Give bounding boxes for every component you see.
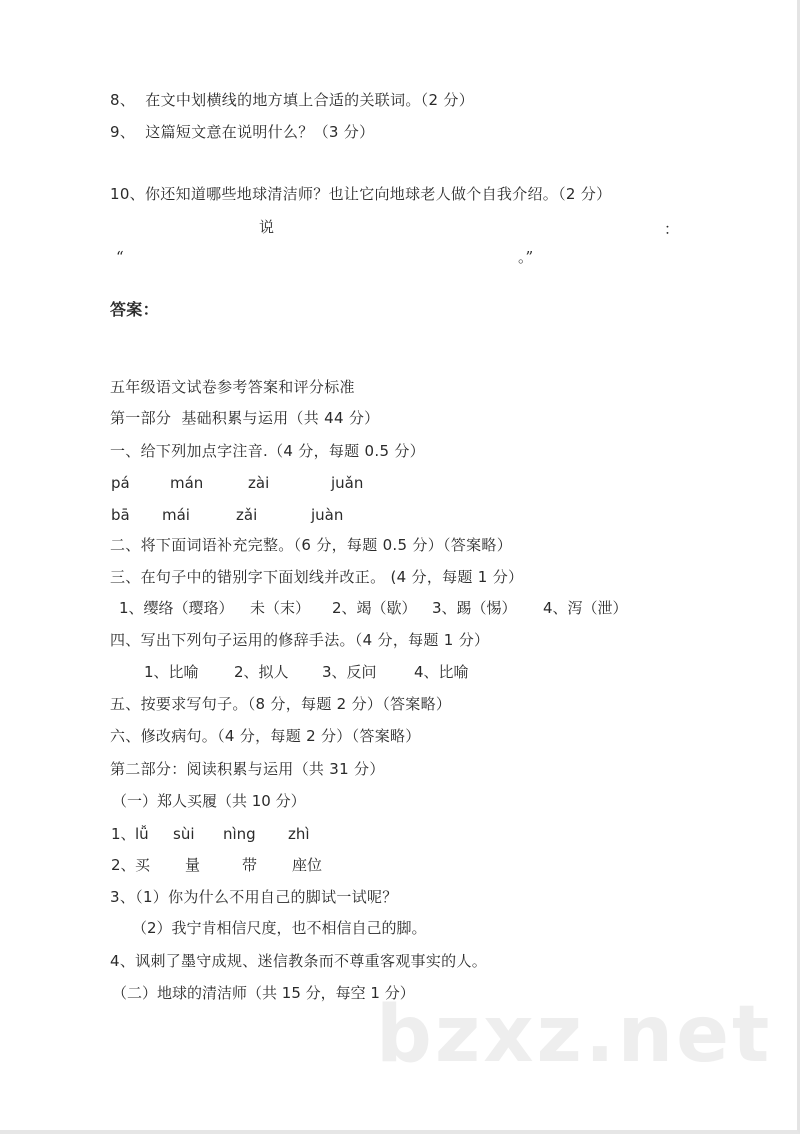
sub1-a1-4: zhì [288, 825, 310, 843]
section1-heading: 一、给下列加点字注音.（4 分，每题 0.5 分） [110, 442, 425, 460]
sub1-a2-2: 量 [185, 856, 201, 874]
sub1-a3-1: 3、（1）你为什么不用自己的脚试一试呢？ [110, 888, 398, 906]
q10-close-quote: 。” [518, 248, 534, 266]
sub1-a3-2: （2）我宁肯相信尺度，也不相信自己的脚。 [132, 919, 427, 937]
s3-item-2: 未（末） [250, 599, 311, 617]
sub2-heading: （二）地球的清洁师（共 15 分，每空 1 分） [112, 984, 415, 1002]
s3-item-1: 1、缨络（璎珞） [119, 599, 234, 617]
sub1-a1-label: 1、 [111, 825, 136, 843]
sub1-a1-2: sùi [173, 825, 195, 843]
q10-say-text: 说 [259, 218, 275, 236]
section5-line: 五、按要求写句子。（8 分，每题 2 分）（答案略） [110, 695, 452, 713]
sub1-heading: （一）郑人买履（共 10 分） [112, 792, 306, 810]
section4-heading: 四、写出下列句子运用的修辞手法。（4 分，每题 1 分） [110, 631, 490, 649]
s4-item-1: 1、比喻 [144, 663, 199, 681]
q10-open-quote: “ [116, 248, 124, 266]
answers-heading: 答案： [110, 300, 159, 319]
q10-colon: ： [664, 220, 680, 238]
pinyin-r2-3: zǎi [236, 506, 258, 524]
sub1-a4: 4、讽刺了墨守成规、迷信教条而不尊重客观事实的人。 [110, 952, 488, 970]
part1-heading: 第一部分 基础积累与运用（共 44 分） [110, 409, 380, 427]
watermark-logo: bzxz.net [376, 990, 773, 1080]
pinyin-r2-4: juàn [311, 506, 344, 524]
sub1-a2-label: 2、 [111, 856, 136, 874]
sub1-a2-1: 买 [135, 856, 151, 874]
sub1-a2-3: 带 [242, 856, 258, 874]
pinyin-r2-1: bā [111, 506, 130, 524]
answer-key-title: 五年级语文试卷参考答案和评分标准 [110, 378, 355, 396]
s4-item-3: 3、反问 [322, 663, 377, 681]
s3-item-3: 2、竭（歇） [332, 599, 417, 617]
pinyin-r1-3: zài [248, 474, 270, 492]
pinyin-r1-2: mán [170, 474, 204, 492]
section6-line: 六、修改病句。（4 分，每题 2 分）（答案略） [110, 727, 421, 745]
s4-item-4: 4、比喻 [414, 663, 469, 681]
pinyin-r1-4: juǎn [331, 474, 364, 492]
question-8: 8、 在文中划横线的地方填上合适的关联词。（2 分） [110, 91, 474, 109]
sub1-a2-4: 座位 [292, 856, 323, 874]
part2-heading: 第二部分：阅读积累与运用（共 31 分） [110, 760, 385, 778]
section2-line: 二、将下面词语补充完整。（6 分，每题 0.5 分）（答案略） [110, 536, 513, 554]
question-9: 9、 这篇短文意在说明什么？（3 分） [110, 123, 375, 141]
sub1-a1-3: nìng [223, 825, 256, 843]
s3-item-4: 3、踢（惕） [432, 599, 517, 617]
s4-item-2: 2、拟人 [234, 663, 289, 681]
pinyin-r1-1: pá [111, 474, 130, 492]
question-10: 10、你还知道哪些地球清洁师？也让它向地球老人做个自我介绍。（2 分） [110, 185, 612, 203]
section3-heading: 三、在句子中的错别字下面划线并改正。 (4 分，每题 1 分） [110, 568, 524, 586]
s3-item-5: 4、泻（泄） [543, 599, 628, 617]
pinyin-r2-2: mái [162, 506, 190, 524]
sub1-a1-1: lǚ [135, 825, 149, 843]
